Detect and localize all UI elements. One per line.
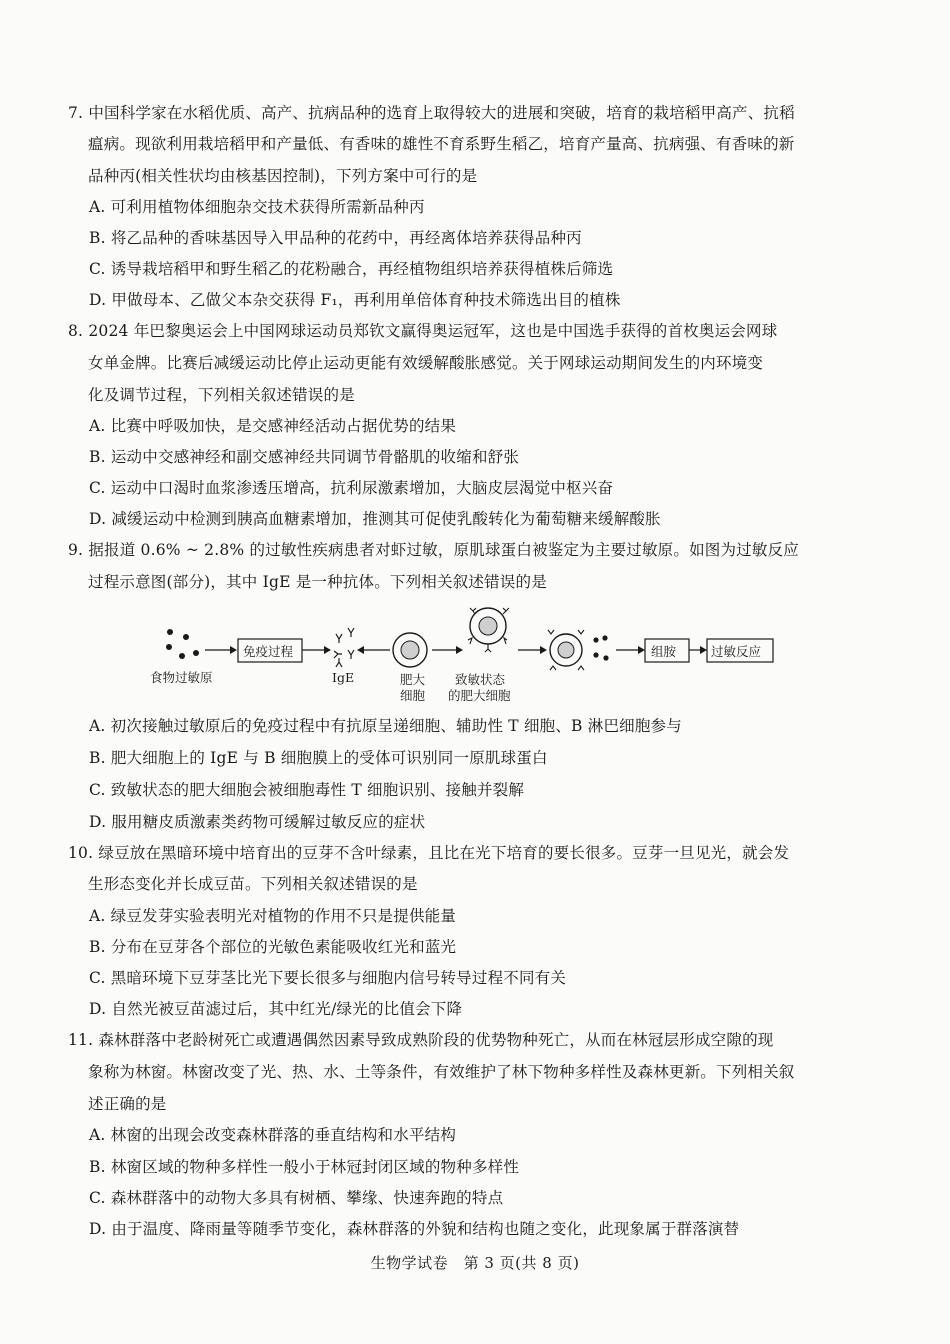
mast-cell-icon [393, 633, 427, 667]
q7-option-c: C. 诱导栽培稻甲和野生稻乙的花粉融合，再经植物组织培养获得植株后筛选 [89, 260, 614, 278]
q8-option-b: B. 运动中交感神经和副交感神经共同调节骨骼肌的收缩和舒张 [89, 448, 520, 466]
q9-option-c: C. 致敏状态的肥大细胞会被细胞毒性 T 细胞识别、接触并裂解 [89, 781, 525, 799]
allergic-reaction-label: 过敏反应 [711, 644, 762, 659]
q8-option-d: D. 减缓运动中检测到胰高血糖素增加，推测其可促使乳酸转化为葡萄糖来缓解酸胀 [89, 510, 661, 528]
q11-stem-line-2: 象称为林窗。林窗改变了光、热、水、土等条件，有效维护了林下物种多样性及森林更新。下列相关叙 [88, 1063, 795, 1081]
q9-stem-line-2: 过程示意图(部分)，其中 IgE 是一种抗体。下列相关叙述错误的是 [88, 573, 547, 591]
q9-option-d: D. 服用糖皮质激素类药物可缓解过敏反应的症状 [89, 813, 426, 831]
arrow-4-head [456, 646, 463, 654]
q8-option-c: C. 运动中口渴时血浆渗透压增高，抗利尿激素增加，大脑皮层渴觉中枢兴奋 [89, 479, 614, 497]
arrow-6-head [638, 646, 645, 654]
q7-stem-line-2: 瘟病。现欲利用栽培稻甲和产量低、有香味的雄性不育系野生稻乙，培育产量高、抗病强、有香味的新 [88, 135, 795, 153]
q9-option-a: A. 初次接触过敏原后的免疫过程中有抗原呈递细胞、辅助性 T 细胞、B 淋巴细胞参与 [89, 717, 682, 735]
mast-cell-label-1: 肥大 [400, 672, 426, 687]
page-footer: 生物学试卷 第 3 页(共 8 页) [370, 1254, 580, 1272]
allergy-process-diagram [150, 600, 790, 710]
immune-process-label: 免疫过程 [243, 644, 294, 659]
arrow-3-head [357, 646, 364, 654]
q11-option-c: C. 森林群落中的动物大多具有树栖、攀缘、快速奔跑的特点 [89, 1189, 504, 1207]
q7-option-b: B. 将乙品种的香味基因导入甲品种的花药中，再经离体培养获得品种丙 [89, 229, 582, 247]
allergen-label: 食物过敏原 [150, 670, 213, 685]
q8-stem-line-1: 8. 2024 年巴黎奥运会上中国网球运动员郑钦文赢得奥运冠军，这也是中国选手获得的首枚奥运会网球 [68, 322, 778, 340]
q10-stem-line-2: 生形态变化并长成豆苗。下列相关叙述错误的是 [88, 875, 418, 893]
arrow-2-head [324, 646, 331, 654]
sensitized-label-1: 致敏状态 [455, 672, 506, 687]
q10-option-b: B. 分布在豆芽各个部位的光敏色素能吸收红光和蓝光 [89, 938, 457, 956]
q7-option-d: D. 甲做母本、乙做父本杂交获得 F₁，再利用单倍体育种技术筛选出目的植株 [89, 291, 621, 309]
degranulating-mast-cell-icon [548, 630, 609, 670]
q8-option-a: A. 比赛中呼吸加快，是交感神经活动占据优势的结果 [89, 417, 457, 435]
q7-stem-line-1: 7. 中国科学家在水稻优质、高产、抗病品种的选育上取得较大的进展和突破，培育的栽培稻甲高产、抗稻 [68, 104, 795, 122]
q10-option-d: D. 自然光被豆苗滤过后，其中红光/绿光的比值会下降 [89, 1000, 463, 1018]
q11-option-b: B. 林窗区域的物种多样性一般小于林冠封闭区域的物种多样性 [89, 1158, 520, 1176]
q10-option-c: C. 黑暗环境下豆芽茎比光下要长很多与细胞内信号转导过程不同有关 [89, 969, 567, 987]
q7-stem-line-3: 品种丙(相关性状均由核基因控制)，下列方案中可行的是 [88, 167, 478, 185]
q10-stem-line-1: 10. 绿豆放在黑暗环境中培育出的豆芽不含叶绿素，且比在光下培育的要长很多。豆芽一旦见光，就会发 [68, 844, 790, 862]
arrow-5-head [540, 646, 547, 654]
sensitized-mast-cell-icon [468, 608, 509, 652]
arrow-1-head [230, 646, 237, 654]
q11-option-a: A. 林窗的出现会改变森林群落的垂直结构和水平结构 [89, 1126, 457, 1144]
mast-cell-label-2: 细胞 [400, 688, 426, 703]
q9-stem-line-1: 9. 据报道 0.6% ~ 2.8% 的过敏性疾病患者对虾过敏，原肌球蛋白被鉴定为主要过敏原。如图为过敏反应 [68, 541, 799, 559]
histamine-label: 组胺 [651, 644, 677, 659]
q11-option-d: D. 由于温度、降雨量等随季节变化，森林群落的外貌和结构也随之变化，此现象属于群落演替 [89, 1220, 740, 1238]
q8-stem-line-3: 化及调节过程，下列相关叙述错误的是 [88, 386, 355, 404]
q8-stem-line-2: 女单金牌。比赛后减缓运动比停止运动更能有效缓解酸胀感觉。关于网球运动期间发生的内环境变 [88, 354, 764, 372]
q10-option-a: A. 绿豆发芽实验表明光对植物的作用不只是提供能量 [89, 907, 457, 925]
q9-option-b: B. 肥大细胞上的 IgE 与 B 细胞膜上的受体可识别同一原肌球蛋白 [89, 749, 548, 767]
sensitized-label-2: 的肥大细胞 [448, 688, 511, 703]
arrow-7-head [700, 646, 707, 654]
q7-option-a: A. 可利用植物体细胞杂交技术获得所需新品种丙 [89, 198, 425, 216]
ige-label: IgE [332, 670, 355, 685]
ige-antibodies [334, 628, 354, 667]
q11-stem-line-1: 11. 森林群落中老龄树死亡或遭遇偶然因素导致成熟阶段的优势物种死亡，从而在林冠层形成空隙的现 [68, 1031, 774, 1049]
allergen-dots [166, 629, 199, 659]
q11-stem-line-3: 述正确的是 [88, 1095, 167, 1113]
